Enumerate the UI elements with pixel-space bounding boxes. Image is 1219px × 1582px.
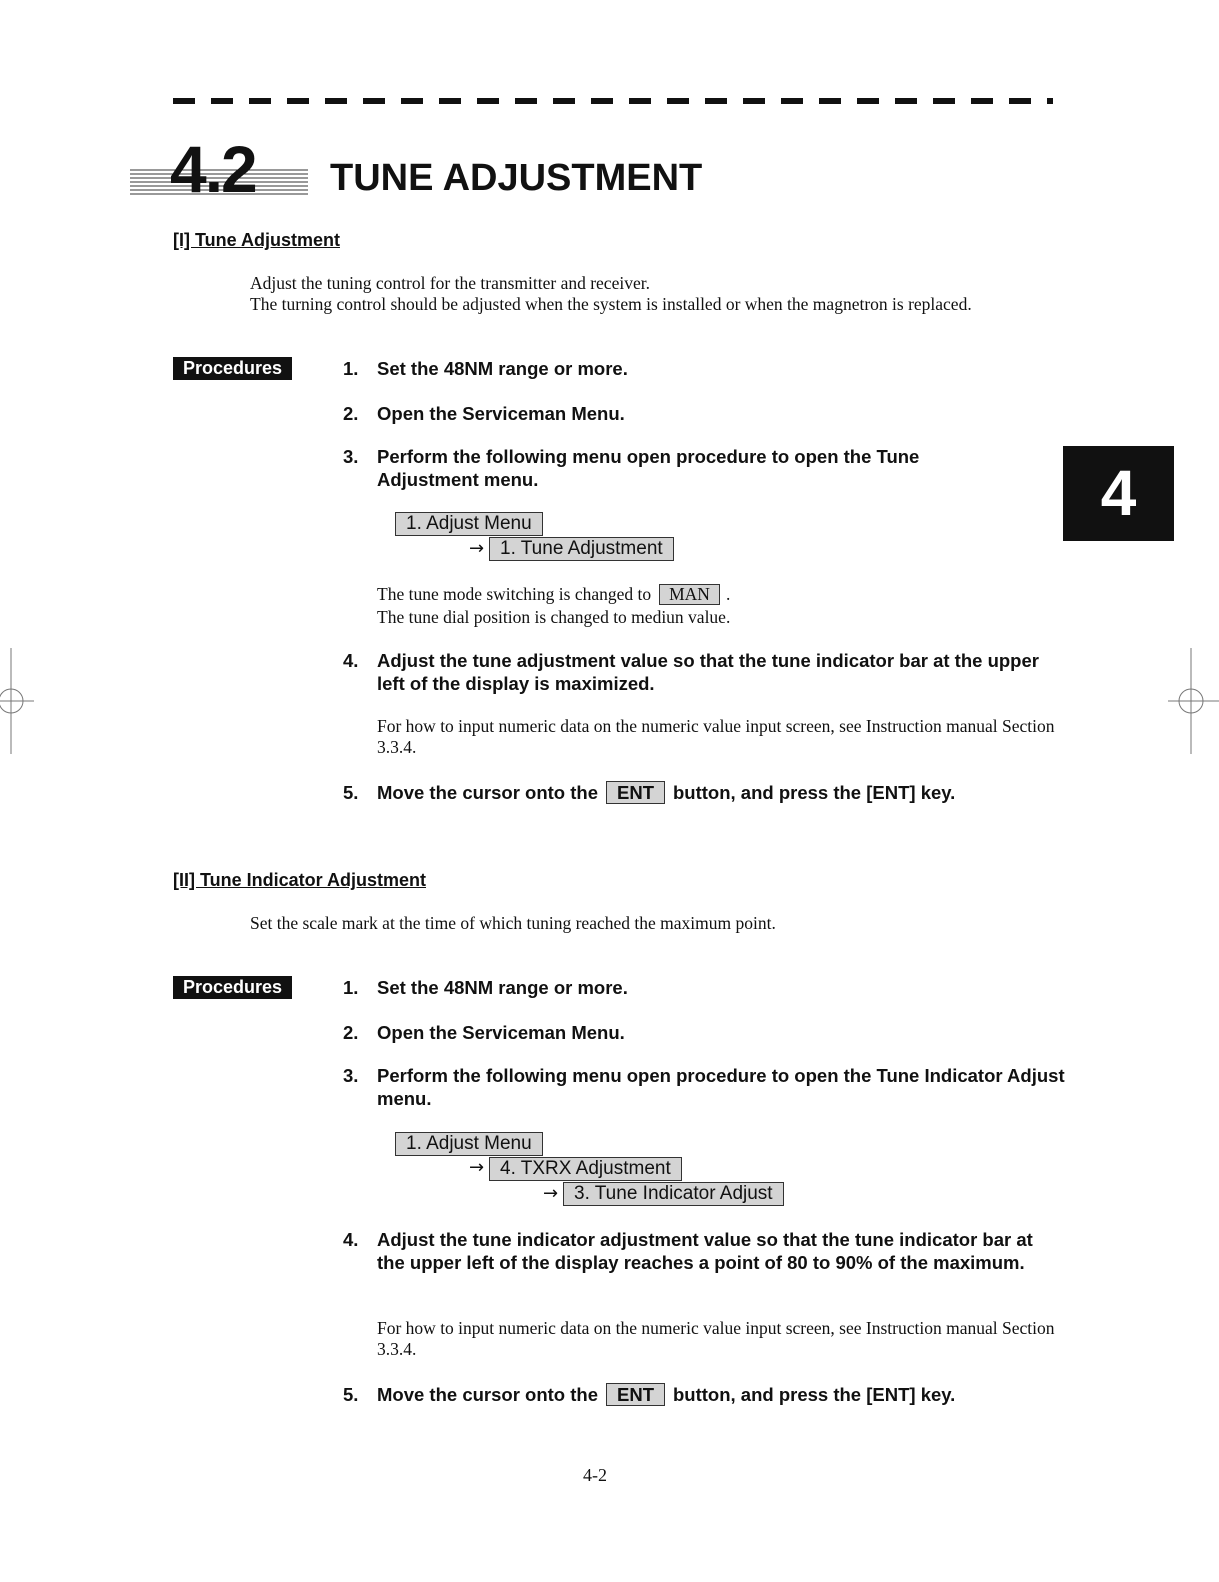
step-number: 1. bbox=[343, 358, 359, 379]
step-number: 1. bbox=[343, 977, 359, 998]
section1-intro-line2: The turning control should be adjusted when the system is installed or when the magnetron is replaced. bbox=[250, 294, 972, 314]
step-text: Perform the following menu open procedure to open the Tune Indicator Adjust menu. bbox=[377, 1065, 1065, 1109]
step-text: Perform the following menu open procedure to open the Tune Adjustment menu. bbox=[377, 446, 920, 490]
step-text: Adjust the tune indicator adjustment value so that the tune indicator bar at the upper left of the display reaches a point of 80 to 90% of the maximum. bbox=[377, 1229, 1033, 1273]
procedures-badge: Procedures bbox=[173, 357, 292, 380]
step-text: Set the 48NM range or more. bbox=[377, 358, 628, 379]
note-tune-dial: The tune dial position is changed to mediun value. bbox=[377, 607, 731, 627]
procedures-badge: Procedures bbox=[173, 976, 292, 999]
section1-intro-line1: Adjust the tuning control for the transmitter and receiver. bbox=[250, 273, 650, 293]
page-title: TUNE ADJUSTMENT bbox=[330, 157, 703, 199]
step-number: 5. bbox=[343, 1384, 359, 1405]
step-number: 4. bbox=[343, 1229, 359, 1250]
header-dashed-rule bbox=[173, 98, 1053, 104]
registration-mark-left bbox=[0, 648, 40, 754]
menu-item-adjust-menu: 1. Adjust Menu bbox=[395, 1132, 543, 1156]
ent-button-label: ENT bbox=[606, 1383, 665, 1406]
chapter-tab: 4 bbox=[1063, 446, 1174, 541]
step-text: Move the cursor onto the ENT button, and press the [ENT] key. bbox=[377, 782, 956, 803]
step-text: Set the 48NM range or more. bbox=[377, 977, 628, 998]
section2-heading: [II] Tune Indicator Adjustment bbox=[173, 870, 426, 890]
menu-item-tune-indicator-adjust: 3. Tune Indicator Adjust bbox=[563, 1182, 784, 1206]
step-text: Move the cursor onto the ENT button, and press the [ENT] key. bbox=[377, 1384, 956, 1405]
mode-value-box: MAN bbox=[659, 584, 720, 605]
section1-heading: [I] Tune Adjustment bbox=[173, 230, 340, 250]
menu-item-adjust-menu: 1. Adjust Menu bbox=[395, 512, 543, 536]
arrow-right-icon: → bbox=[469, 538, 485, 559]
registration-mark-right bbox=[1168, 648, 1219, 754]
step-number: 3. bbox=[343, 446, 359, 467]
menu-item-tune-adjustment: 1. Tune Adjustment bbox=[489, 537, 674, 561]
section-number: 4.2 bbox=[170, 132, 256, 206]
section2-intro: Set the scale mark at the time of which tuning reached the maximum point. bbox=[250, 913, 776, 933]
arrow-right-icon: → bbox=[543, 1183, 559, 1204]
step-number: 4. bbox=[343, 650, 359, 671]
step-text: Adjust the tune adjustment value so that the tune indicator bar at the upper left of the display is maximized. bbox=[377, 650, 1039, 694]
note-numeric-input: For how to input numeric data on the numeric value input screen, see Instruction manual Section 3.3.4. bbox=[377, 1318, 1055, 1359]
step-text: Open the Serviceman Menu. bbox=[377, 403, 625, 424]
step-number: 2. bbox=[343, 403, 359, 424]
ent-button-label: ENT bbox=[606, 781, 665, 804]
page-number: 4-2 bbox=[583, 1465, 607, 1485]
menu-item-txrx-adjustment: 4. TXRX Adjustment bbox=[489, 1157, 682, 1181]
note-tune-mode: The tune mode switching is changed to MAN . bbox=[377, 584, 731, 604]
note-numeric-input: For how to input numeric data on the numeric value input screen, see Instruction manual Section 3.3.4. bbox=[377, 716, 1055, 757]
step-number: 5. bbox=[343, 782, 359, 803]
step-number: 3. bbox=[343, 1065, 359, 1086]
step-number: 2. bbox=[343, 1022, 359, 1043]
step-text: Open the Serviceman Menu. bbox=[377, 1022, 625, 1043]
arrow-right-icon: → bbox=[469, 1157, 485, 1178]
